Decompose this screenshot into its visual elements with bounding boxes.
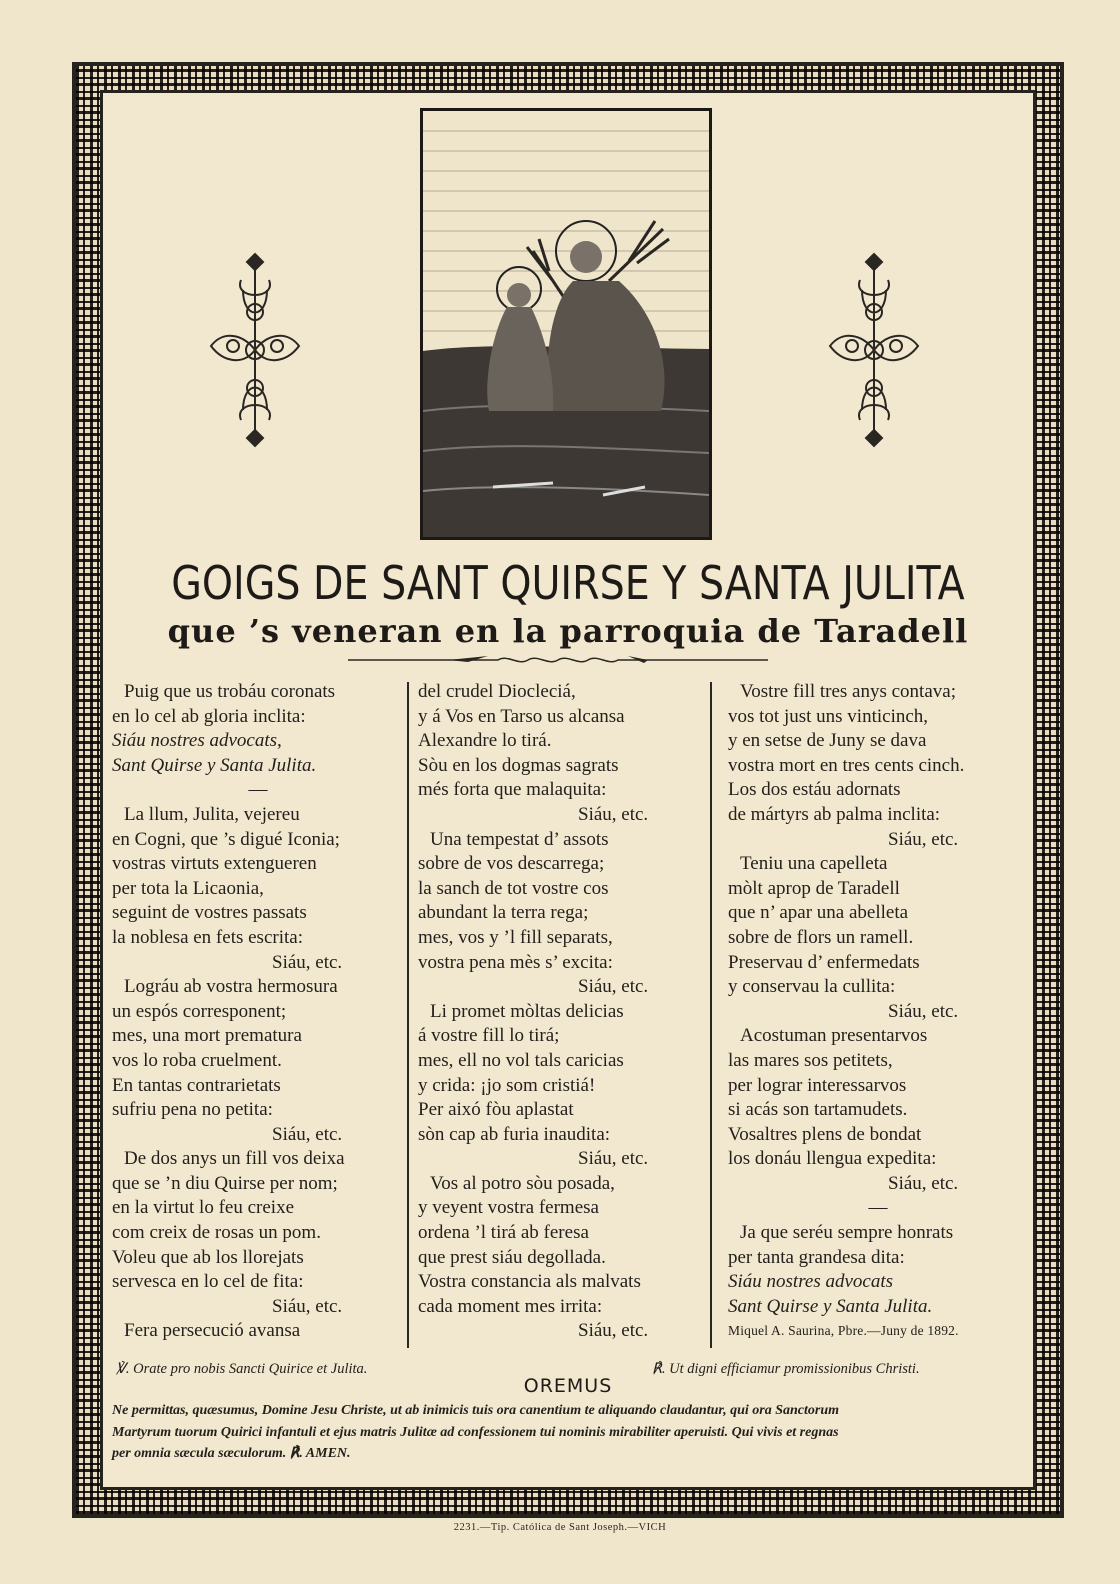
prayer-line: Ne permittas, quæsumus, Domine Jesu Christe, ut ab inimicis tuis ora canentium te aliquando claudantur, qui ora Sanctorum bbox=[112, 1403, 839, 1418]
verse-line: Sòu en los dogmas sagrats bbox=[418, 754, 619, 776]
verse-line: Miquel A. Saurina, Pbre.—Juny de 1892. bbox=[728, 1323, 959, 1339]
verse-line: en Cogni, que ’s digué Iconia; bbox=[112, 828, 340, 850]
prayer-text bbox=[112, 1400, 1022, 1465]
verse-line: Vos al potro sòu posada, bbox=[430, 1172, 615, 1194]
verse-line: y en setse de Juny se dava bbox=[728, 730, 927, 752]
hymn-column-2 bbox=[418, 680, 710, 1344]
verse-line: Alexandre lo tirá. bbox=[418, 730, 552, 752]
verse-line: Siáu, etc. bbox=[888, 828, 959, 850]
verse-line: vos tot just uns vinticinch, bbox=[728, 705, 929, 727]
hymn-column-3 bbox=[728, 680, 1028, 1344]
verse-line: ordena ’l tirá ab feresa bbox=[418, 1222, 589, 1244]
verse-line: del crudel Diocleciá, bbox=[418, 681, 576, 702]
verse-line: Vostra constancia als malvats bbox=[418, 1271, 641, 1293]
verse-line: si acás son tartamudets. bbox=[728, 1099, 908, 1121]
verse-line: De dos anys un fill vos deixa bbox=[124, 1148, 345, 1170]
verse-line: Sant Quirse y Santa Julita. bbox=[728, 1295, 933, 1317]
verse-line: los donáu llengua expedita: bbox=[728, 1148, 937, 1170]
verse-line: que prest siáu degollada. bbox=[418, 1246, 606, 1268]
verse-line: Siáu, etc. bbox=[272, 951, 343, 973]
verse-line: Siáu, etc. bbox=[272, 1123, 343, 1145]
verse-line: Puig que us trobáu coronats bbox=[124, 681, 336, 702]
verse-line: vostra pena mès s’ excita: bbox=[418, 951, 613, 973]
verse-line: Siáu, etc. bbox=[578, 803, 649, 825]
verse-line: sobre de vos descarrega; bbox=[418, 853, 605, 875]
left-ornament-icon bbox=[203, 250, 307, 450]
verse-line: com creix de rosas un pom. bbox=[112, 1222, 321, 1244]
verse-line: en la virtut lo feu creixe bbox=[112, 1197, 295, 1219]
verse-line: en lo cel ab gloria inclita: bbox=[112, 705, 306, 727]
verse-line: Lográu ab vostra hermosura bbox=[124, 976, 338, 998]
verse-line: Los dos estáu adornats bbox=[728, 779, 901, 801]
verse-line: Siáu, etc. bbox=[578, 1320, 649, 1342]
verse-line: las mares sos petitets, bbox=[728, 1049, 893, 1071]
verse-line: Vostre fill tres anys contava; bbox=[740, 681, 956, 702]
prayer-line: Martyrum tuorum Quirici infantuli et ejus matris Julitæ ad confessionem tui nominis mirabiliter aperuisti. Qui vivis et regnas bbox=[112, 1424, 839, 1440]
prayer-line: per omnia sæcula sæculorum. ℟. AMEN. bbox=[112, 1446, 351, 1461]
verse-line: y á Vos en Tarso us alcansa bbox=[418, 705, 625, 727]
saints-woodcut-image bbox=[420, 108, 712, 540]
verse-line: La llum, Julita, vejereu bbox=[124, 803, 300, 825]
verse-line: mes, vos y ’l fill separats, bbox=[418, 926, 613, 948]
verse-line: servesca en lo cel de fita: bbox=[112, 1271, 304, 1293]
verse-line: per lograr interessarvos bbox=[728, 1074, 907, 1096]
verse-line: sòn cap ab furia inaudita: bbox=[418, 1123, 611, 1145]
verse-line: Siáu, etc. bbox=[888, 1172, 959, 1194]
verse-line: y conservau la cullita: bbox=[728, 976, 896, 998]
verse-line: vos lo roba cruelment. bbox=[112, 1049, 282, 1071]
verse-line: Vosaltres plens de bondat bbox=[728, 1123, 922, 1145]
verse-line: Per aixó fòu aplastat bbox=[418, 1099, 574, 1121]
verse-line: vostra mort en tres cents cinch. bbox=[728, 754, 965, 776]
verse-line: y veyent vostra fermesa bbox=[418, 1197, 599, 1219]
verse-line: Fera persecució avansa bbox=[124, 1320, 301, 1342]
verse-line: Sant Quirse y Santa Julita. bbox=[112, 754, 317, 776]
verse-line: mes, ell no vol tals caricias bbox=[418, 1049, 624, 1071]
verse-line: per tota la Licaonia, bbox=[112, 877, 264, 899]
verse-line: que se ’n diu Quirse per nom; bbox=[112, 1172, 338, 1194]
verse-line: Voleu que ab los llorejats bbox=[112, 1246, 304, 1268]
verse-line: cada moment mes irrita: bbox=[418, 1295, 603, 1317]
page-subtitle: que ’s veneran en la parroquia de Taradell bbox=[167, 612, 969, 650]
right-ornament-icon bbox=[822, 250, 926, 450]
verse-line: la noblesa en fets escrita: bbox=[112, 926, 303, 948]
verse-line: Siáu, etc. bbox=[888, 1000, 959, 1022]
verse-line: y crida: ¡jo som cristiá! bbox=[418, 1074, 596, 1096]
page-title: GOIGS DE SANT QUIRSE Y SANTA JULITA bbox=[171, 556, 965, 610]
verse-line: sufriu pena no petita: bbox=[112, 1099, 273, 1121]
verse-line: mòlt aprop de Taradell bbox=[728, 877, 900, 899]
verse-line: Siáu nostres advocats bbox=[728, 1271, 894, 1293]
column-divider bbox=[407, 682, 409, 1348]
verse-line: Una tempestat d’ assots bbox=[430, 828, 609, 850]
verse-line: seguint de vostres passats bbox=[112, 902, 307, 924]
verse-line: Preservau d’ enfermedats bbox=[728, 951, 920, 973]
verse-line: un espós corresponent; bbox=[112, 1000, 287, 1022]
verse-line: abundant la terra rega; bbox=[418, 902, 589, 924]
verse-line: per tanta grandesa dita: bbox=[728, 1246, 905, 1268]
verse-line: En tantas contrarietats bbox=[112, 1074, 281, 1096]
verse-line: la sanch de tot vostre cos bbox=[418, 877, 609, 899]
hymn-column-1 bbox=[112, 680, 404, 1344]
verse-line: vostras virtuts extengueren bbox=[112, 853, 317, 875]
verse-line: — bbox=[248, 779, 268, 801]
verse-line: Siáu, etc. bbox=[578, 976, 649, 998]
verse-line: Siáu, etc. bbox=[272, 1295, 343, 1317]
verse-line: Ja que seréu sempre honrats bbox=[740, 1222, 954, 1244]
verse-line: á vostre fill lo tirá; bbox=[418, 1025, 560, 1047]
verse-line: Li promet mòltas delicias bbox=[430, 1000, 624, 1022]
verse-line: mes, una mort prematura bbox=[112, 1025, 302, 1047]
hymn-columns bbox=[112, 680, 1024, 1352]
verse-line: que n’ apar una abelleta bbox=[728, 902, 909, 924]
response-text: ℟. Ut digni efficiamur promissionibus Christi. bbox=[652, 1361, 920, 1377]
verse-line: Acostuman presentarvos bbox=[740, 1025, 928, 1047]
flourish-divider-icon bbox=[348, 652, 768, 668]
verse-line: sobre de flors un ramell. bbox=[728, 926, 914, 948]
printer-footer: 2231.—Tip. Católica de Sant Joseph.—VICH bbox=[453, 1522, 667, 1533]
verse-line: més forta que malaquita: bbox=[418, 779, 607, 801]
verse-line: de mártyrs ab palma inclita: bbox=[728, 803, 941, 825]
oremus-heading: OREMUS bbox=[523, 1375, 613, 1397]
verse-line: Siáu nostres advocats, bbox=[112, 730, 282, 752]
verse-line: Teniu una capelleta bbox=[740, 853, 888, 875]
verse-line: — bbox=[868, 1197, 888, 1219]
versicle-text: ℣. Orate pro nobis Sancti Quirice et Julita. bbox=[116, 1361, 368, 1377]
column-divider bbox=[710, 682, 712, 1348]
verse-line: Siáu, etc. bbox=[578, 1148, 649, 1170]
